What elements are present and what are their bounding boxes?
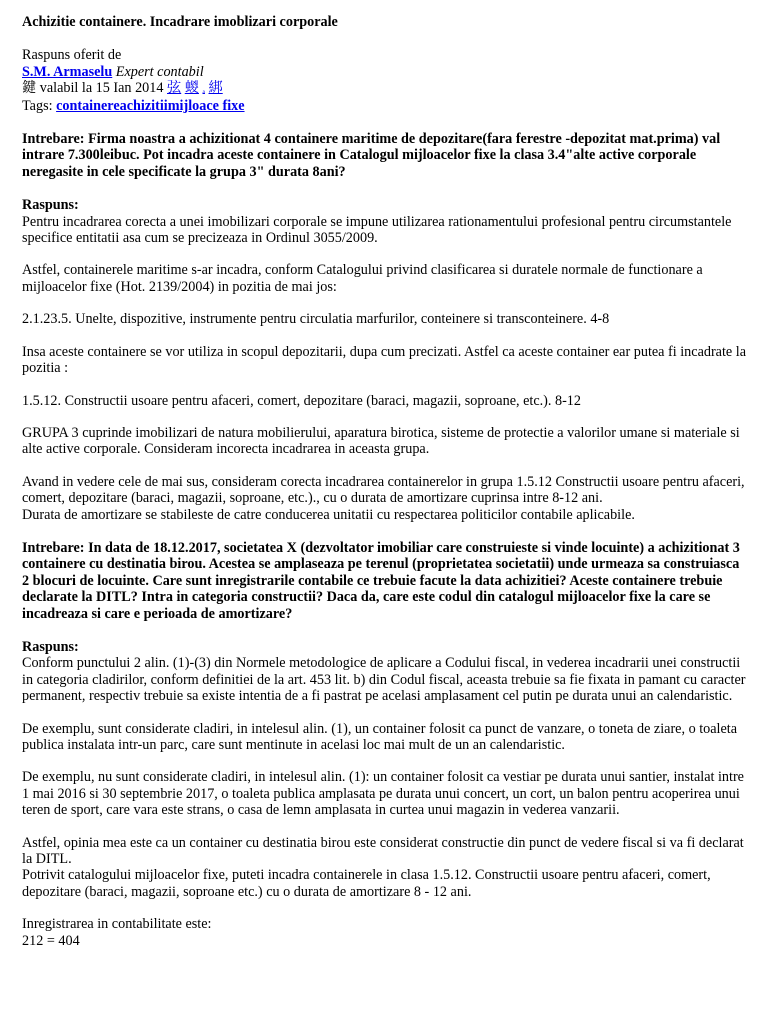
answer-1-paragraph-2: Astfel, containerele maritime s-ar incadra, conform Catalogului privind clasificarea si duratele normale de functionare a mijloacelor fixe (Hot. 2139/2004) in pozitia de mai jos: [22, 262, 703, 295]
tags-link[interactable]: containereachizitiimijloace fixe [56, 97, 245, 114]
answer-1-paragraph-7: Avand in vedere cele de mai sus, consideram corecta incadrarea containerelor in grupa 1.5.12 Constructii usoare pentru afaceri, comert, depozitare (baraci, magazii, soproane, etc.)., cu o durata de amortizare cuprinsa intre 8-12 ani. [22, 473, 745, 507]
glyph-link-3[interactable]: ₐ [202, 84, 205, 95]
question-2: Intrebare: In data de 18.12.2017, societatea X (dezvoltator imobiliar care construieste si vinde locuinte) a achizitionat 3 containere cu destinatia birou. Acestea se amplaseaza pe terenul (proprietatea societatii) unde urmeaza sa construiasca 2 blocuri de locuinte. Care sunt inregistrarile contabile ce trebuie facute la data achizitiei? Aceste containere trebuie declarate la DITL? Intra in categoria constructii? Daca da, care este codul din catalogul mijloacelor fixe la care se incadreaza si care e perioada de amortizare? [22, 539, 740, 622]
answer-1-paragraph-5: 1.5.12. Constructii usoare pentru afaceri, comert, depozitare (baraci, magazii, soproane, etc.). 8-12 [22, 392, 581, 409]
answered-by-label: Raspuns oferit de [22, 47, 122, 64]
answer-1-paragraph-6: GRUPA 3 cuprinde imobilizari de natura mobilierului, aparatura birotica, sisteme de protectie a valorilor umane si materiale si alte active corporale. Consideram incorecta incadrarea in aceasta grupa. [22, 424, 740, 458]
glyph-link-2[interactable]: 蝬 [184, 80, 199, 97]
glyph-link-1[interactable]: 弦 [167, 80, 182, 97]
answer-2-paragraph-1: Conform punctului 2 alin. (1)-(3) din Normele metodologice de aplicare a Codului fiscal, in vederea incadrarii unei constructii in categoria cladirilor, conform definitiei de la art. 453 lit. b) din Codul fiscal, aceasta trebuie sa fie fixata in pamant cu caracter permanent, respectiv trebuie sa existe intentia de a fi pastrat pe acelasi amplasament cel putin pe durata unui an calendaristic. [22, 655, 746, 705]
answer-1-paragraph-3: 2.1.23.5. Unelte, dispozitive, instrumente pentru circulatia marfurilor, conteinere si transconteinere. 4-8 [22, 311, 610, 328]
validity-line [22, 80, 748, 97]
answer-2-paragraph-2: De exemplu, sunt considerate cladiri, in intelesul alin. (1), un container folosit ca punct de vanzare, o toneta de ziare, o toaleta publica instalata intr-un parc, care sunt mentinute in acelasi loc mai mult de un an calendaristic. [22, 720, 738, 753]
answer-2-paragraph-6: Inregistrarea in contabilitate este: [22, 916, 212, 933]
glyph-link-4[interactable]: 綁 [208, 80, 223, 97]
validity-text: 鍵 valabil la 15 Ian 2014 [22, 80, 164, 97]
tags-label: Tags: [22, 97, 53, 114]
answer-1-paragraph-1: Pentru incadrarea corecta a unei imobilizari corporale se impune utilizarea rationamentului profesional pentru circumstantele specifice entitatii asa cum se precizeaza in Ordinul 3055/2009. [22, 213, 732, 247]
author-line [22, 64, 748, 80]
answer-2-paragraph-4: Astfel, opinia mea este ca un container cu destinatia birou este considerat constructie din punct de vedere fiscal si va fi declarat la DITL. [22, 834, 744, 868]
page-title: Achizitie containere. Incadrare imoblizari corporale [22, 14, 338, 30]
answer-1-heading: Raspuns: [22, 197, 79, 214]
answer-1-paragraph-4: Insa aceste containere se vor utiliza in scopul depozitarii, dupa cum precizati. Astfel ca aceste container ear putea fi incadrate la pozitia : [22, 343, 747, 377]
question-1: Intrebare: Firma noastra a achizitionat 4 containere maritime de depozitare(fara ferestre -depozitat mat.prima) val intrare 7.300leibuc. Pot incadra aceste containere in Catalogul mijloacelor fixe la clasa 3.4"alte active corporale neregasite in cele specificate la grupa 3" durata 8ani? [22, 131, 721, 180]
answer-2-paragraph-3: De exemplu, nu sunt considerate cladiri, in intelesul alin. (1): un container folosit ca vestiar pe durata unui santier, instalat intre 1 mai 2016 si 30 septembrie 2017, o toaleta publica amplasata pe durata unui concert, un cort, un balon pentru acoperirea unui teren de sport, care vara este strans, o casa de lemn amplasata in curtea unui magazin in vederea vanzarii. [22, 769, 744, 819]
tags-line [22, 98, 748, 114]
author-role: Expert contabil [115, 63, 204, 80]
accounting-entry: 212 = 404 [22, 932, 80, 949]
answer-2-heading: Raspuns: [22, 638, 79, 655]
answer-2-paragraph-5: Potrivit catalogului mijloacelor fixe, puteti incadra containerele in clasa 1.5.12. Constructii usoare pentru afaceri, comert, depozitare (baraci, magazii, soproane etc.) cu o durata de amortizare 8 - 12 ani. [22, 867, 711, 900]
author-link[interactable]: S.M. Armaselu [22, 63, 113, 80]
answer-1-closing: Durata de amortizare se stabileste de catre conducerea unitatii cu respectarea politicilor contabile aplicabile. [22, 506, 635, 523]
